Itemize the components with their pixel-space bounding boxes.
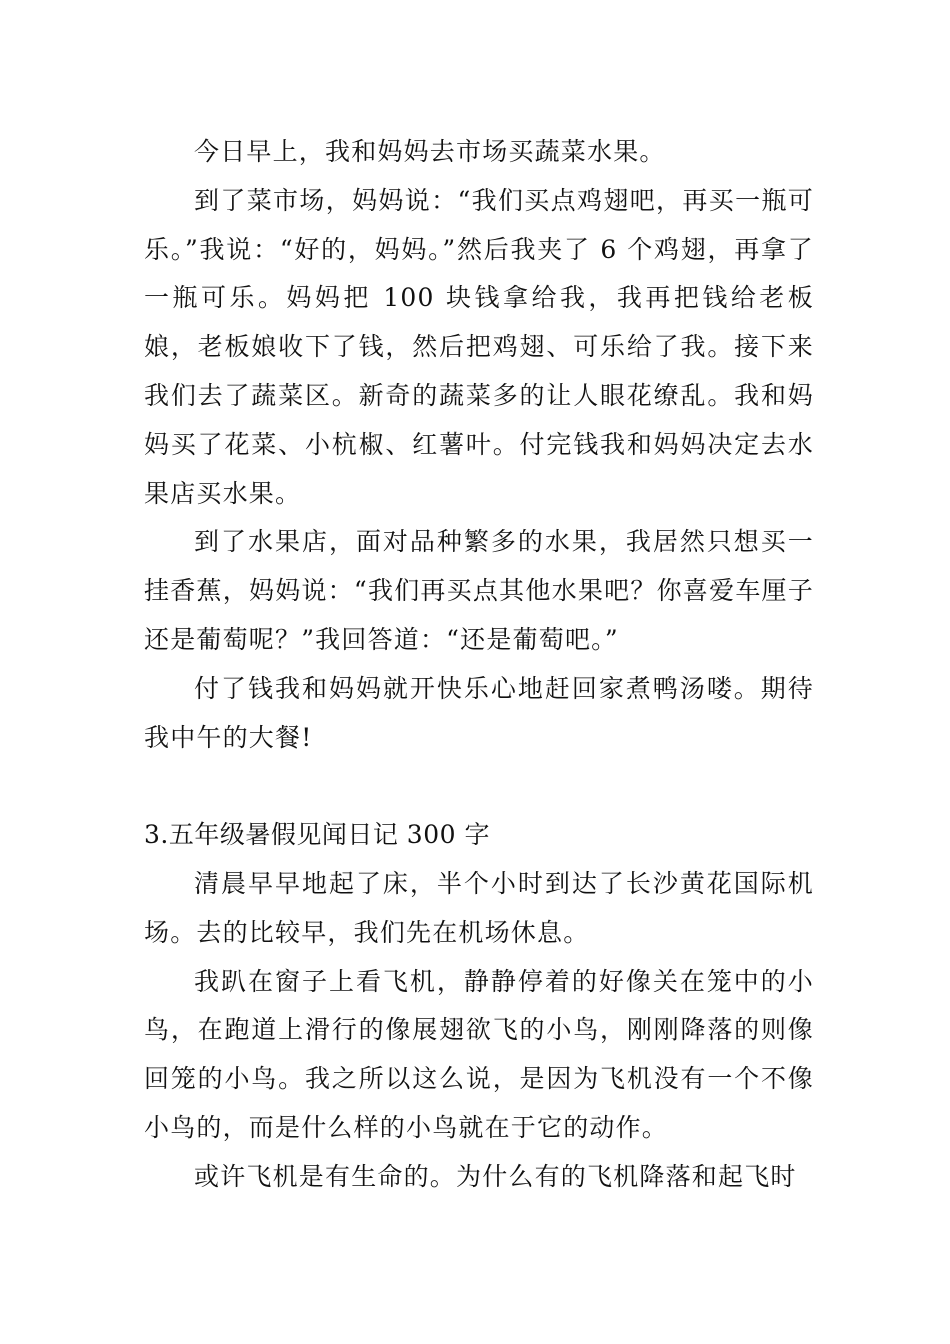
paragraph: 到了菜市场，妈妈说：“我们买点鸡翅吧，再买一瓶可乐。”我说：“好的，妈妈。”然后我夹了 6 个鸡翅，再拿了一瓶可乐。妈妈把 100 块钱拿给我，我再把钱给老板娘，老板娘收下了钱，然后把鸡翅、可乐给了我。接下来我们去了蔬菜区。新奇的蔬菜多的让人眼花缭乱。我和妈妈买了花菜、小杭椒、红薯叶。付完钱我和妈妈决定去水果店买水果。 [144,185,814,508]
document-body [144,128,814,1202]
section-spacer [144,762,814,811]
paragraph: 我趴在窗子上看飞机，静静停着的好像关在笼中的小鸟，在跑道上滑行的像展翅欲飞的小鸟，刚刚降落的则像回笼的小鸟。我之所以这么说，是因为飞机没有一个不像小鸟的，而是什么样的小鸟就在于它的动作。 [144,966,814,1142]
paragraph: 到了水果店，面对品种繁多的水果，我居然只想买一挂香蕉，妈妈说：“我们再买点其他水果吧？你喜爱车厘子还是葡萄呢？”我回答道：“还是葡萄吧。” [144,527,814,654]
paragraph: 今日早上，我和妈妈去市场买蔬菜水果。 [194,137,666,166]
paragraph: 清晨早早地起了床，半个小时到达了长沙黄花国际机场。去的比较早，我们先在机场休息。 [144,868,814,947]
section-heading: 3.五年级暑假见闻日记 300 字 [144,820,490,850]
paragraph: 或许飞机是有生命的。为什么有的飞机降落和起飞时 [194,1161,797,1191]
paragraph: 付了钱我和妈妈就开快乐心地赶回家煮鸭汤喽。期待我中午的大餐! [144,673,814,752]
